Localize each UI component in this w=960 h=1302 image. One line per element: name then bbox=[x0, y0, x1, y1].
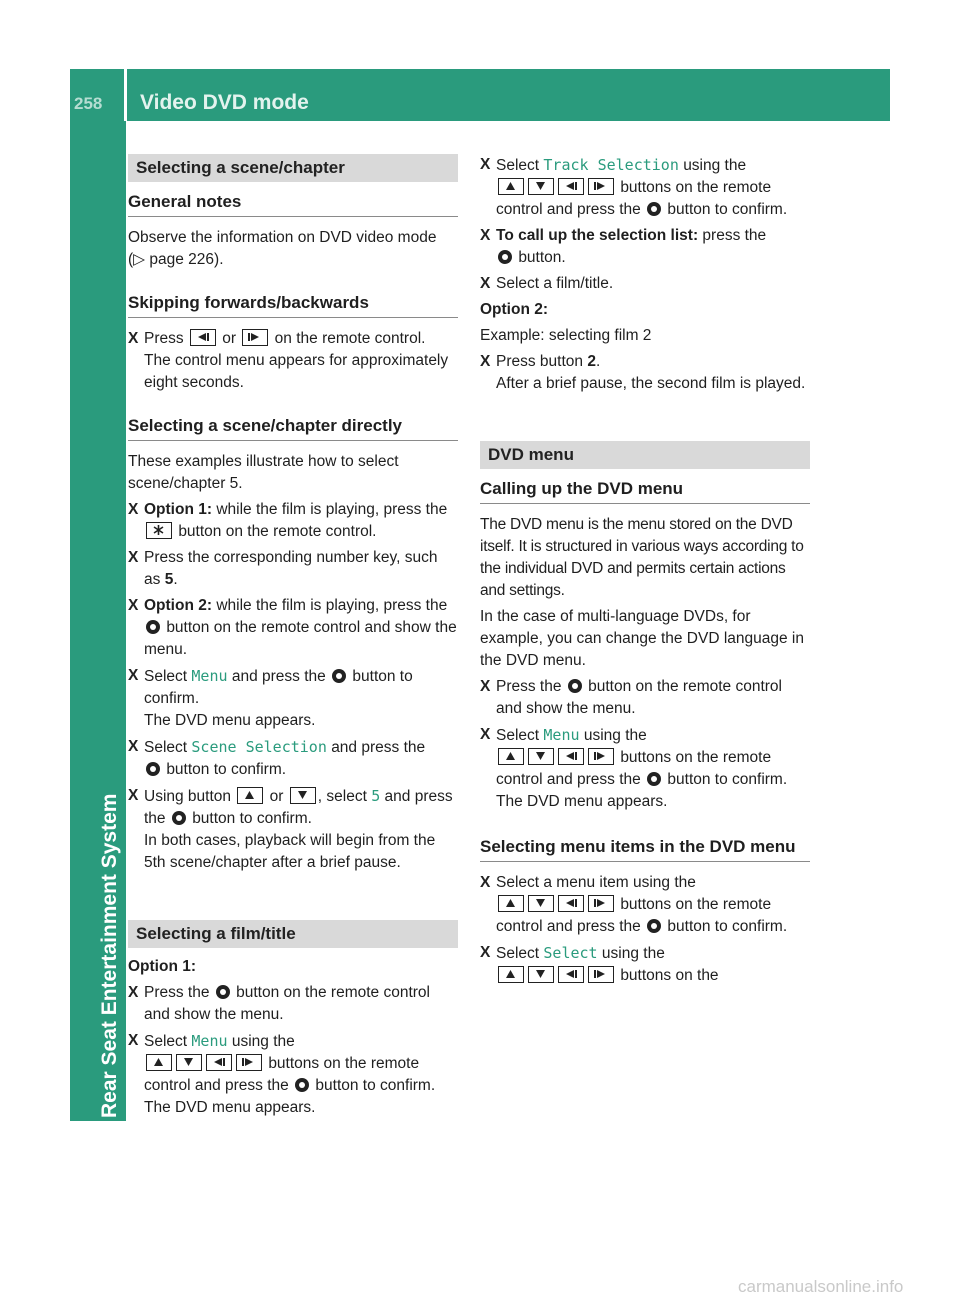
ok-button-icon bbox=[568, 679, 582, 693]
left-arrow-key-icon bbox=[558, 748, 584, 765]
menu-item-label: Scene Selection bbox=[191, 738, 327, 756]
up-arrow-key-icon bbox=[146, 1054, 172, 1071]
step-arrow-icon: X bbox=[128, 597, 139, 614]
down-arrow-key-icon bbox=[528, 966, 554, 983]
step-arrow-icon: X bbox=[480, 678, 491, 695]
menu-item-label: Menu bbox=[191, 1032, 228, 1050]
ok-button-icon bbox=[498, 250, 512, 264]
navigation-keys bbox=[496, 896, 616, 913]
list-item: X Select Menu using the buttons on the remote control and press the button to confirm. The DVD menu appears. bbox=[128, 1032, 436, 1116]
subheading-direct: Selecting a scene/chapter directly bbox=[128, 414, 458, 441]
list-item: X Option 2: while the film is playing, press the button on the remote control and show the menu. bbox=[128, 597, 457, 658]
chapter-title: Rear Seat Entertainment System bbox=[98, 793, 121, 1118]
asterisk-key-icon bbox=[146, 522, 172, 539]
left-arrow-key-icon bbox=[558, 178, 584, 195]
step-arrow-icon: X bbox=[128, 667, 139, 684]
page-number: 258 bbox=[74, 94, 103, 113]
section-heading-film: Selecting a film/title bbox=[128, 920, 458, 948]
ok-button-icon bbox=[146, 762, 160, 776]
section-heading-dvd-menu: DVD menu bbox=[480, 441, 810, 469]
up-arrow-key-icon bbox=[498, 895, 524, 912]
step-arrow-icon: X bbox=[128, 738, 139, 755]
subheading-general-notes: General notes bbox=[128, 190, 458, 217]
option-heading: Option 2: bbox=[480, 301, 549, 318]
navigation-keys bbox=[496, 967, 616, 984]
list-item: X Select Menu and press the button to confirm. The DVD menu appears. bbox=[128, 667, 413, 729]
up-arrow-key-icon bbox=[498, 178, 524, 195]
right-arrow-key-icon bbox=[588, 966, 614, 983]
step-arrow-icon: X bbox=[480, 353, 491, 370]
down-arrow-key-icon bbox=[528, 178, 554, 195]
option-heading: Option 1: bbox=[128, 958, 197, 975]
paragraph: Example: selecting film 2 bbox=[480, 327, 652, 344]
step-arrow-icon: X bbox=[480, 726, 491, 743]
menu-item-label: Menu bbox=[191, 667, 228, 685]
list-item: X Press the button on the remote control and show the menu. bbox=[128, 984, 430, 1023]
down-arrow-key-icon bbox=[528, 895, 554, 912]
ok-button-icon bbox=[295, 1078, 309, 1092]
ok-button-icon bbox=[332, 669, 346, 683]
list-item: X Press the corresponding number key, such as 5. bbox=[128, 549, 438, 588]
navigation-keys bbox=[496, 749, 616, 766]
list-item: X Press button 2. After a brief pause, the second film is played. bbox=[480, 353, 806, 392]
page-title: Video DVD mode bbox=[140, 91, 309, 114]
right-arrow-key-icon bbox=[236, 1054, 262, 1071]
step-arrow-icon: X bbox=[480, 275, 491, 292]
menu-item-label: Select bbox=[543, 944, 598, 962]
left-arrow-key-icon bbox=[558, 966, 584, 983]
paragraph: The DVD menu is the menu stored on the DVD itself. It is structured in various ways according to the individual DVD and permits certain actions and settings. bbox=[480, 516, 804, 599]
ok-button-icon bbox=[146, 620, 160, 634]
menu-item-label: Menu bbox=[543, 726, 580, 744]
left-arrow-key-icon bbox=[190, 329, 216, 346]
up-arrow-key-icon bbox=[498, 966, 524, 983]
right-column bbox=[480, 154, 810, 991]
subheading-calling: Calling up the DVD menu bbox=[480, 477, 810, 504]
left-arrow-key-icon bbox=[206, 1054, 232, 1071]
list-item: X Press the button on the remote control and show the menu. bbox=[480, 678, 782, 717]
list-item: X Select a film/title. bbox=[480, 273, 810, 295]
list-item: X To call up the selection list: press the button. bbox=[480, 227, 767, 266]
list-item: X Select Menu using the buttons on the remote control and press the button to confirm. The DVD menu appears. bbox=[480, 726, 788, 810]
list-item: X Select a menu item using the buttons on the remote control and press the button to confirm. bbox=[480, 874, 788, 935]
left-column bbox=[128, 154, 458, 1123]
menu-item-label: 5 bbox=[371, 787, 381, 805]
paragraph: Observe the information on DVD video mode (▷ page 226). bbox=[128, 229, 437, 268]
ok-button-icon bbox=[647, 772, 661, 786]
right-arrow-key-icon bbox=[242, 329, 268, 346]
left-arrow-key-icon bbox=[558, 895, 584, 912]
list-item: X Select Track Selection using the buttons on the remote control and press the button to confirm. bbox=[480, 156, 788, 218]
step-arrow-icon: X bbox=[480, 156, 491, 173]
list-item: X Option 1: while the film is playing, press the button on the remote control. bbox=[128, 501, 448, 540]
list-item: X Select Select using the buttons on the bbox=[480, 944, 719, 984]
right-arrow-key-icon bbox=[588, 895, 614, 912]
list-item: X Select Scene Selection and press the button to confirm. bbox=[128, 738, 426, 778]
up-arrow-key-icon bbox=[498, 748, 524, 765]
subheading-menu-items: Selecting menu items in the DVD menu bbox=[480, 835, 810, 862]
step-arrow-icon: X bbox=[128, 984, 139, 1001]
paragraph: In the case of multi-language DVDs, for example, you can change the DVD language in the DVD menu. bbox=[480, 608, 804, 669]
down-arrow-key-icon bbox=[528, 748, 554, 765]
step-arrow-icon: X bbox=[480, 874, 491, 891]
menu-item-label: Track Selection bbox=[543, 156, 679, 174]
step-arrow-icon: X bbox=[128, 1032, 139, 1049]
ok-button-icon bbox=[172, 811, 186, 825]
navigation-keys bbox=[496, 179, 616, 196]
ok-button-icon bbox=[647, 202, 661, 216]
section-heading-scene: Selecting a scene/chapter bbox=[128, 154, 458, 182]
step-arrow-icon: X bbox=[480, 944, 491, 961]
list-item: X Using button or , select 5 and press the button to confirm. In both cases, playback will begin from the 5th scene/chapter after a brief pause. bbox=[128, 787, 453, 871]
up-arrow-key-icon bbox=[237, 787, 263, 804]
paragraph: These examples illustrate how to select scene/chapter 5. bbox=[128, 453, 399, 492]
right-arrow-key-icon bbox=[588, 178, 614, 195]
navigation-keys bbox=[144, 1055, 264, 1072]
step-arrow-icon: X bbox=[128, 787, 139, 804]
step-arrow-icon: X bbox=[128, 501, 139, 518]
step-arrow-icon: X bbox=[128, 549, 139, 566]
down-arrow-key-icon bbox=[290, 787, 316, 804]
subheading-skipping: Skipping forwards/backwards bbox=[128, 291, 458, 318]
ok-button-icon bbox=[216, 985, 230, 999]
watermark-link[interactable]: carmanualsonline.info bbox=[738, 1277, 904, 1296]
ok-button-icon bbox=[647, 919, 661, 933]
step-arrow-icon: X bbox=[128, 330, 139, 347]
list-item: X Press or on the remote control. The control menu appears for approximately eight seconds. bbox=[128, 330, 449, 391]
page-reference-link[interactable]: (▷ page 226). bbox=[128, 251, 224, 268]
down-arrow-key-icon bbox=[176, 1054, 202, 1071]
header-divider bbox=[124, 69, 127, 121]
right-arrow-key-icon bbox=[588, 748, 614, 765]
step-arrow-icon: X bbox=[480, 227, 491, 244]
